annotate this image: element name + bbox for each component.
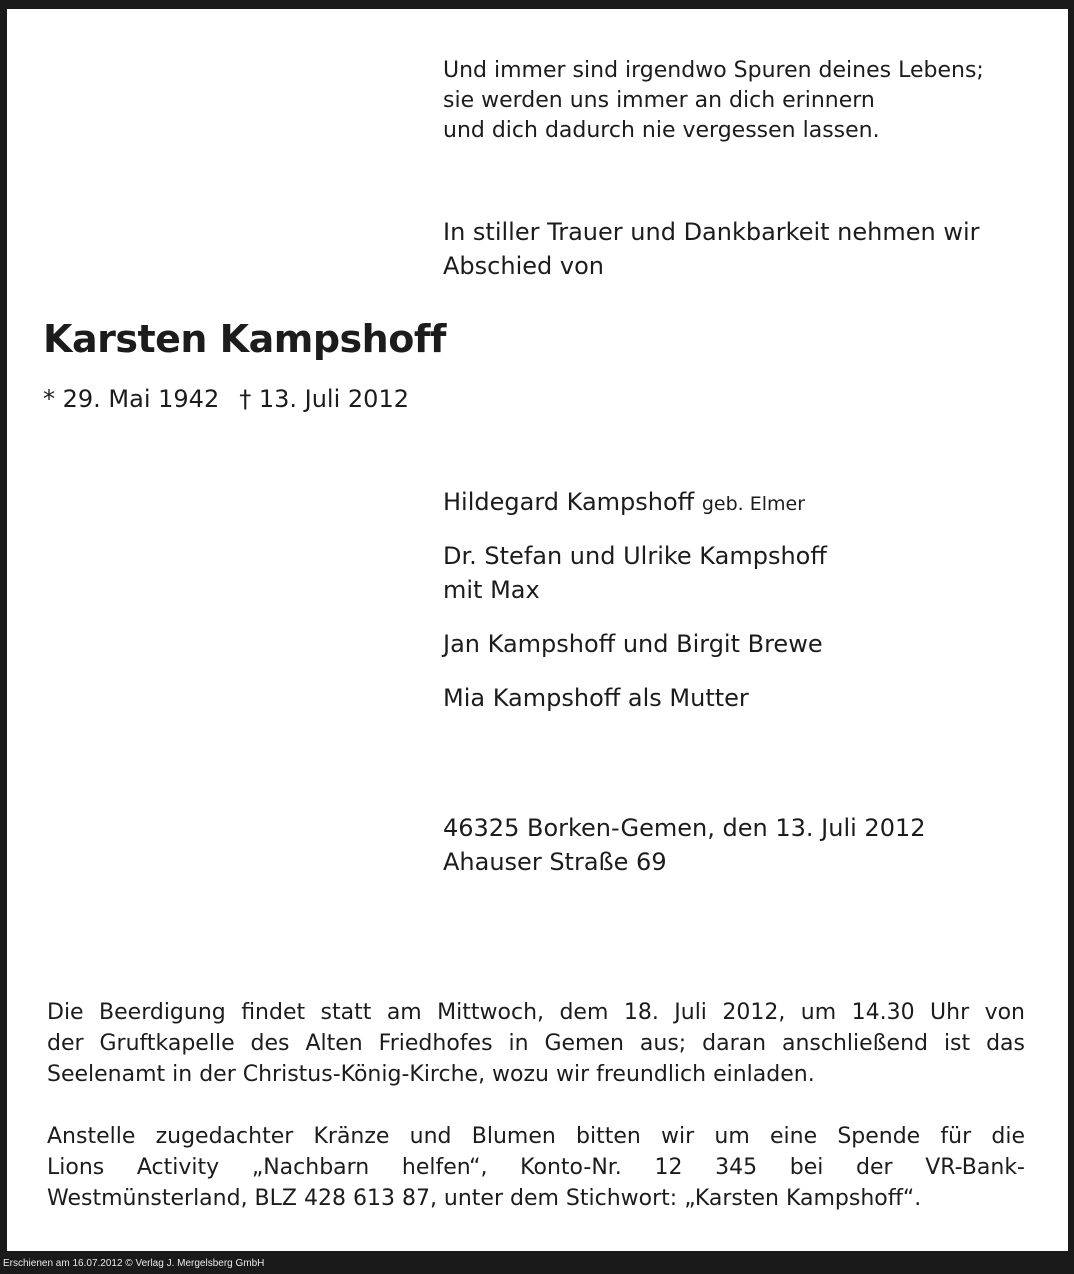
- mourner-name: Hildegard Kampshoff: [443, 488, 695, 516]
- poem-line: Und immer sind irgendwo Spuren deines Lebens;: [443, 58, 984, 83]
- funeral-line: Die Beerdigung findet statt am Mittwoch, dem 18. Juli 2012, um 14.30 Uhr von: [47, 1000, 1025, 1025]
- poem-line: und dich dadurch nie vergessen lassen.: [443, 118, 880, 143]
- funeral-line: der Gruftkapelle des Alten Friedhofes in Gemen aus; daran anschließend ist das: [47, 1031, 1025, 1056]
- deceased-name: Karsten Kampshoff: [43, 317, 446, 361]
- death-date: † 13. Juli 2012: [239, 385, 409, 413]
- funeral-line: Seelenamt in der Christus-König-Kirche, wozu wir freundlich einladen.: [47, 1062, 815, 1087]
- address-line: Ahauser Straße 69: [443, 848, 667, 876]
- birth-date: * 29. Mai 1942: [43, 385, 220, 413]
- maiden-name-note: geb. Elmer: [701, 493, 806, 515]
- mourner-hildegard: [443, 485, 805, 521]
- place-and-date: [443, 811, 926, 879]
- memorial-poem: [443, 56, 984, 146]
- mourner-name: Dr. Stefan und Ulrike Kampshoff: [443, 542, 827, 570]
- publication-footer: Erschienen am 16.07.2012 © Verlag J. Mergelsberg GmbH: [3, 1258, 265, 1269]
- mourner-stefan: [443, 539, 827, 607]
- funeral-details: [47, 997, 1025, 1090]
- donation-line: Lions Activity „Nachbarn helfen“, Konto-Nr. 12 345 bei der VR-Bank-: [47, 1155, 1025, 1180]
- farewell-line: Abschied von: [443, 252, 604, 280]
- donation-line: Westmünsterland, BLZ 428 613 87, unter dem Stichwort: „Karsten Kampshoff“.: [47, 1186, 922, 1211]
- farewell-line: In stiller Trauer und Dankbarkeit nehmen wir: [443, 218, 980, 246]
- obituary-notice: [7, 9, 1068, 1251]
- poem-line: sie werden uns immer an dich erinnern: [443, 88, 875, 113]
- mourner-jan: Jan Kampshoff und Birgit Brewe: [443, 630, 823, 658]
- donation-request: [47, 1121, 1025, 1214]
- donation-line: Anstelle zugedachter Kränze und Blumen bitten wir um eine Spende für die: [47, 1124, 1025, 1149]
- place-line: 46325 Borken-Gemen, den 13. Juli 2012: [443, 814, 926, 842]
- mourner-mia: Mia Kampshoff als Mutter: [443, 684, 749, 712]
- farewell-text: [443, 215, 980, 283]
- life-dates: [43, 385, 409, 413]
- mourner-name: mit Max: [443, 576, 540, 604]
